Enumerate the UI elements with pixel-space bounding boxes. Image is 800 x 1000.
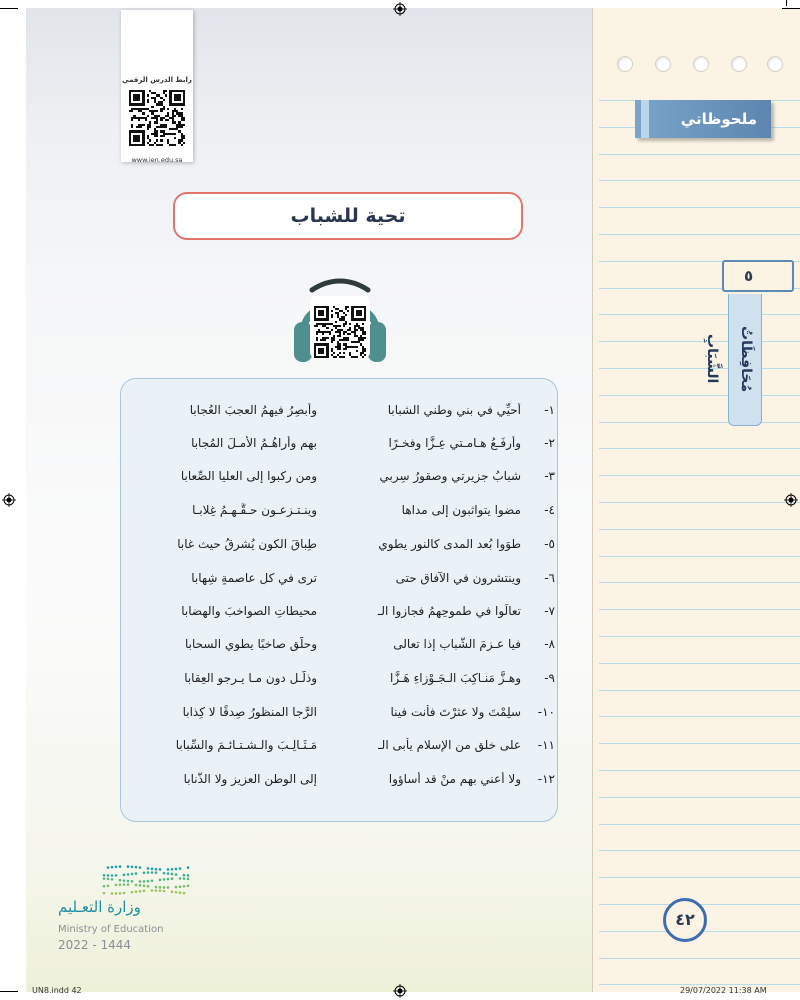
- registration-mark-icon: [393, 2, 407, 16]
- ruled-line: [599, 556, 800, 557]
- line-number: ٨-: [544, 637, 555, 651]
- qr-code-icon[interactable]: [129, 90, 185, 146]
- ruled-line: [599, 984, 800, 985]
- poem-row: [121, 537, 559, 565]
- qr-caption: رابط الدرس الرقمي: [122, 76, 192, 84]
- poem-row: [121, 637, 559, 665]
- line-number: ٤-: [544, 503, 555, 517]
- crop-mark: [0, 8, 18, 9]
- ruled-line: [599, 422, 800, 423]
- ruled-line: [599, 154, 800, 155]
- poem-row: [121, 436, 559, 464]
- lesson-title: تحية للشباب: [173, 192, 523, 240]
- page-number: ٤٢: [663, 898, 707, 942]
- second-hemistich: إلى الوطنِ العزيزِ ولا الذُّنابا: [183, 772, 317, 786]
- crop-mark: [0, 991, 18, 992]
- ruled-line: [599, 716, 800, 717]
- poem-row: [121, 705, 559, 733]
- binder-hole: [731, 56, 747, 72]
- first-hemistich: مضوا يتواثبون إلى مداها: [401, 503, 521, 517]
- line-number: ١-: [544, 403, 555, 417]
- second-hemistich: مَـثَـالِـبَ والـشـتـائـمَ والسِّبابا: [175, 738, 317, 752]
- binder-hole: [693, 56, 709, 72]
- first-hemistich: فيا عـزمَ الشَّبابِ إذا تعالى: [393, 637, 521, 651]
- line-number: ١٢-: [537, 772, 555, 786]
- unit-number: ٥: [744, 267, 754, 285]
- ruled-line: [599, 475, 800, 476]
- ruled-line: [599, 877, 800, 878]
- ruled-line: [599, 448, 800, 449]
- crop-mark: [782, 8, 800, 9]
- poem-row: [121, 571, 559, 599]
- ruled-line: [599, 502, 800, 503]
- second-hemistich: محيطاتِ الصواخبَ والهِضابا: [181, 604, 317, 618]
- ruled-line: [599, 824, 800, 825]
- line-number: ٢-: [544, 436, 555, 450]
- ministry-year: 2022 - 1444: [58, 938, 132, 952]
- poem-row: [121, 469, 559, 497]
- ruled-line: [599, 609, 800, 610]
- notes-column: [592, 8, 800, 992]
- ruled-line: [599, 850, 800, 851]
- ruled-line: [599, 395, 800, 396]
- line-number: ٦-: [544, 571, 555, 585]
- first-hemistich: وأرفَـعُ هـامـتي عِـزًّا وفخـرًا: [388, 436, 521, 450]
- ruled-line: [599, 207, 800, 208]
- tab-stripe: [641, 100, 649, 138]
- first-hemistich: وهـزَّ مَنـاكِبَ الـجَـوْزاءِ هَـزًّا: [390, 671, 521, 685]
- poem-row: [121, 604, 559, 632]
- line-number: ١١-: [537, 738, 555, 752]
- first-hemistich: على خلقٍ من الإسلام يأبى الـ: [378, 738, 521, 752]
- unit-title: مُحَافِظَاتُ الشَّبَابِ: [704, 325, 754, 393]
- qr-url: www.ien.edu.sa: [131, 156, 183, 164]
- unit-title-tab: [704, 294, 762, 426]
- registration-mark-icon: [784, 493, 798, 507]
- ruled-line: [599, 529, 800, 530]
- poem-row: [121, 738, 559, 766]
- audio-qr-code-icon[interactable]: [314, 306, 366, 358]
- ruled-line: [599, 234, 800, 235]
- ruled-line: [599, 958, 800, 959]
- registration-mark-icon: [2, 493, 16, 507]
- poem-box: [120, 378, 558, 822]
- ruled-line: [599, 582, 800, 583]
- digital-lesson-card[interactable]: [121, 10, 193, 162]
- poem-row: [121, 403, 559, 431]
- second-hemistich: وأُبصِرُ فيهمُ العجبَ العُجابا: [189, 403, 317, 417]
- binder-hole: [655, 56, 671, 72]
- second-hemistich: وذلَّـل دون مـا يـرجو العِقابا: [184, 671, 317, 685]
- notes-title: ملحوظاتي: [680, 110, 757, 128]
- first-hemistich: أُحيِّي في بني وطني الشبابا: [387, 403, 521, 417]
- poem-row: [121, 671, 559, 699]
- second-hemistich: طِباقَ الكونِ يُشرقُ حيث غابا: [177, 537, 317, 551]
- ministry-name-english: Ministry of Education: [58, 924, 164, 935]
- line-number: ١٠-: [537, 705, 555, 719]
- ruled-line: [599, 180, 800, 181]
- binder-hole: [617, 56, 633, 72]
- poem-row: [121, 772, 559, 800]
- print-file-name: UN8.indd 42: [32, 986, 82, 995]
- second-hemistich: بهم وأراهُـمُ الأمـلَ المُجابا: [191, 436, 317, 450]
- first-hemistich: شبابُ جزيرتي وصقورُ سِربي: [379, 469, 521, 483]
- binder-hole: [767, 56, 783, 72]
- second-hemistich: ترى في كلِ عاصمةٍ شِهابا: [191, 571, 317, 585]
- unit-number-box: [722, 260, 794, 292]
- second-hemistich: الرَّجا المنظورُ صِدقًا لا كِذابا: [182, 705, 317, 719]
- line-number: ٩-: [544, 671, 555, 685]
- print-timestamp: 29/07/2022 11:38 AM: [680, 986, 767, 995]
- line-number: ٧-: [544, 604, 555, 618]
- ruled-line: [599, 797, 800, 798]
- ruled-line: [599, 743, 800, 744]
- line-number: ٥-: [544, 537, 555, 551]
- first-hemistich: سلِمْتَ ولا عثرْتَ فأنت فينا: [390, 705, 521, 719]
- first-hemistich: وينتشرون في الآفاقِ حتى: [395, 571, 521, 585]
- ruled-line: [599, 770, 800, 771]
- ruled-line: [599, 690, 800, 691]
- notes-title-tab: [635, 100, 771, 138]
- ruled-line: [599, 314, 800, 315]
- registration-mark-icon: [393, 984, 407, 998]
- ministry-name-arabic: وزارة التعـليم: [58, 898, 141, 916]
- ruled-line: [599, 663, 800, 664]
- first-hemistich: ولا أعني بهم منْ قد أساؤوا: [388, 772, 521, 786]
- poem-row: [121, 503, 559, 531]
- ruled-line: [599, 636, 800, 637]
- first-hemistich: تعالَوا في طموحِهمُ فجازوا الـ: [377, 604, 521, 618]
- second-hemistich: وحلَّق صاخبًا يطوي السحابا: [184, 637, 317, 651]
- line-number: ٣-: [544, 469, 555, 483]
- crop-mark: [786, 0, 787, 6]
- ministry-logo-icon: [100, 862, 192, 898]
- first-hemistich: طوَوا بُعد المدى كالنور يطوي: [378, 537, 521, 551]
- second-hemistich: وينـتـزعـون حـقَّـهـمُ غِلابـا: [192, 503, 317, 517]
- second-hemistich: ومن ركبوا إلى العليا الصِّعابا: [180, 469, 317, 483]
